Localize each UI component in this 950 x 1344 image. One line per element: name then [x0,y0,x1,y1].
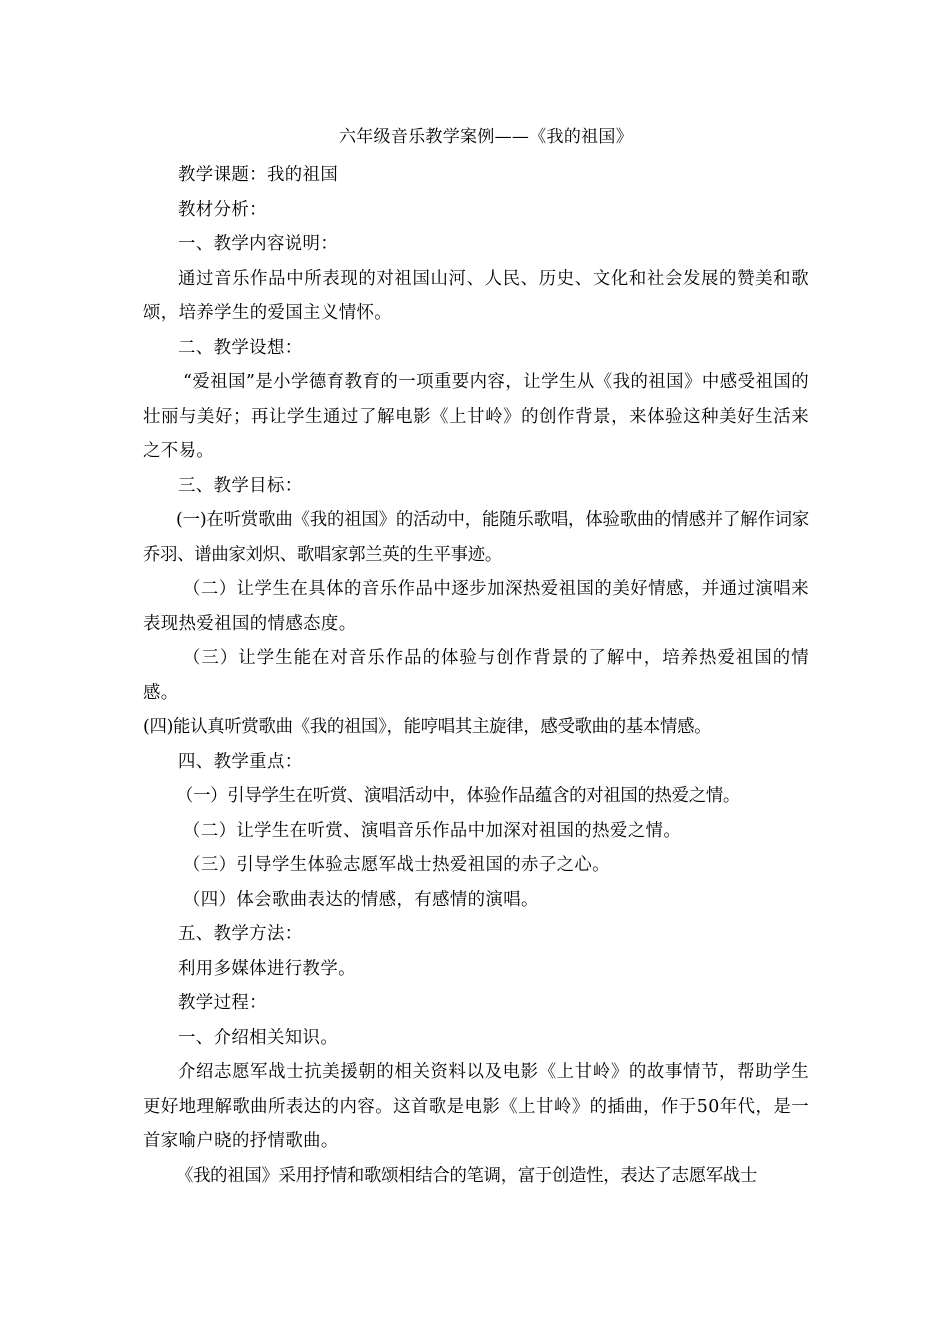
paragraph-focus-4: （四）体会歌曲表达的情感，有感情的演唱。 [183,889,539,910]
paragraph-teaching-method: 利用多媒体进行教学。 [178,958,356,979]
heading-teaching-process: 教学过程： [178,993,267,1013]
paragraph-related-knowledge: 介绍志愿军战士抗美援朝的相关资料以及电影《上甘岭》的故事情节，帮助学生更好地理解歌曲所表达的内容。这首歌是电影《上甘岭》的插曲，作于50年代，是一首家喻户晓的抒情歌曲。 [143,1062,809,1151]
paragraph-material-analysis: 教材分析： [178,199,267,220]
paragraph-lesson-topic: 教学课题：我的祖国 [178,165,339,185]
heading-teaching-method: 五、教学方法： [178,924,303,944]
heading-teaching-goals: 三、教学目标： [178,475,303,496]
paragraph-song-description: 《我的祖国》采用抒情和歌颂相结合的笔调，富于创造性，表达了志愿军战士 [176,1165,758,1186]
document-title: 六年级音乐教学案例——《我的祖国》 [338,127,634,147]
heading-related-knowledge: 一、介绍相关知识。 [178,1027,339,1048]
paragraph-content-description: 通过音乐作品中所表现的对祖国山河、人民、历史、文化和社会发展的赞美和歌颂，培养学生的爱国主义情怀。 [143,268,809,323]
paragraph-focus-2: （二）让学生在听赏、演唱音乐作品中加深对祖国的热爱之情。 [183,820,682,841]
document-body [143,124,809,1193]
heading-teaching-concept: 二、教学设想： [178,337,303,358]
paragraph-goal-3: （三）让学生能在对音乐作品的体验与创作背景的了解中，培养热爱祖国的情感。 [143,648,809,703]
paragraph-goal-2: （二）让学生在具体的音乐作品中逐步加深热爱祖国的美好情感，并通过演唱来表现热爱祖国的情感态度。 [143,579,809,634]
paragraph-focus-3: （三）引导学生体验志愿军战士热爱祖国的赤子之心。 [183,855,610,875]
paragraph-goal-4: (四)能认真听赏歌曲《我的祖国》，能哼唱其主旋律，感受歌曲的基本情感。 [143,717,712,737]
heading-teaching-focus: 四、教学重点： [178,751,303,772]
paragraph-goal-1: (一)在听赏歌曲《我的祖国》的活动中，能随乐歌唱，体验歌曲的情感并了解作词家乔羽、谱曲家刘炽、歌唱家郭兰英的生平事迹。 [143,510,809,565]
paragraph-focus-1: （一）引导学生在听赏、演唱活动中，体验作品蕴含的对祖国的热爱之情。 [176,786,740,806]
paragraph-teaching-concept: “爱祖国”是小学德育教育的一项重要内容，让学生从《我的祖国》中感受祖国的壮丽与美好；再让学生通过了解电影《上甘岭》的创作背景，来体验这种美好生活来之不易。 [143,372,809,461]
heading-content-description: 一、教学内容说明： [178,234,339,254]
